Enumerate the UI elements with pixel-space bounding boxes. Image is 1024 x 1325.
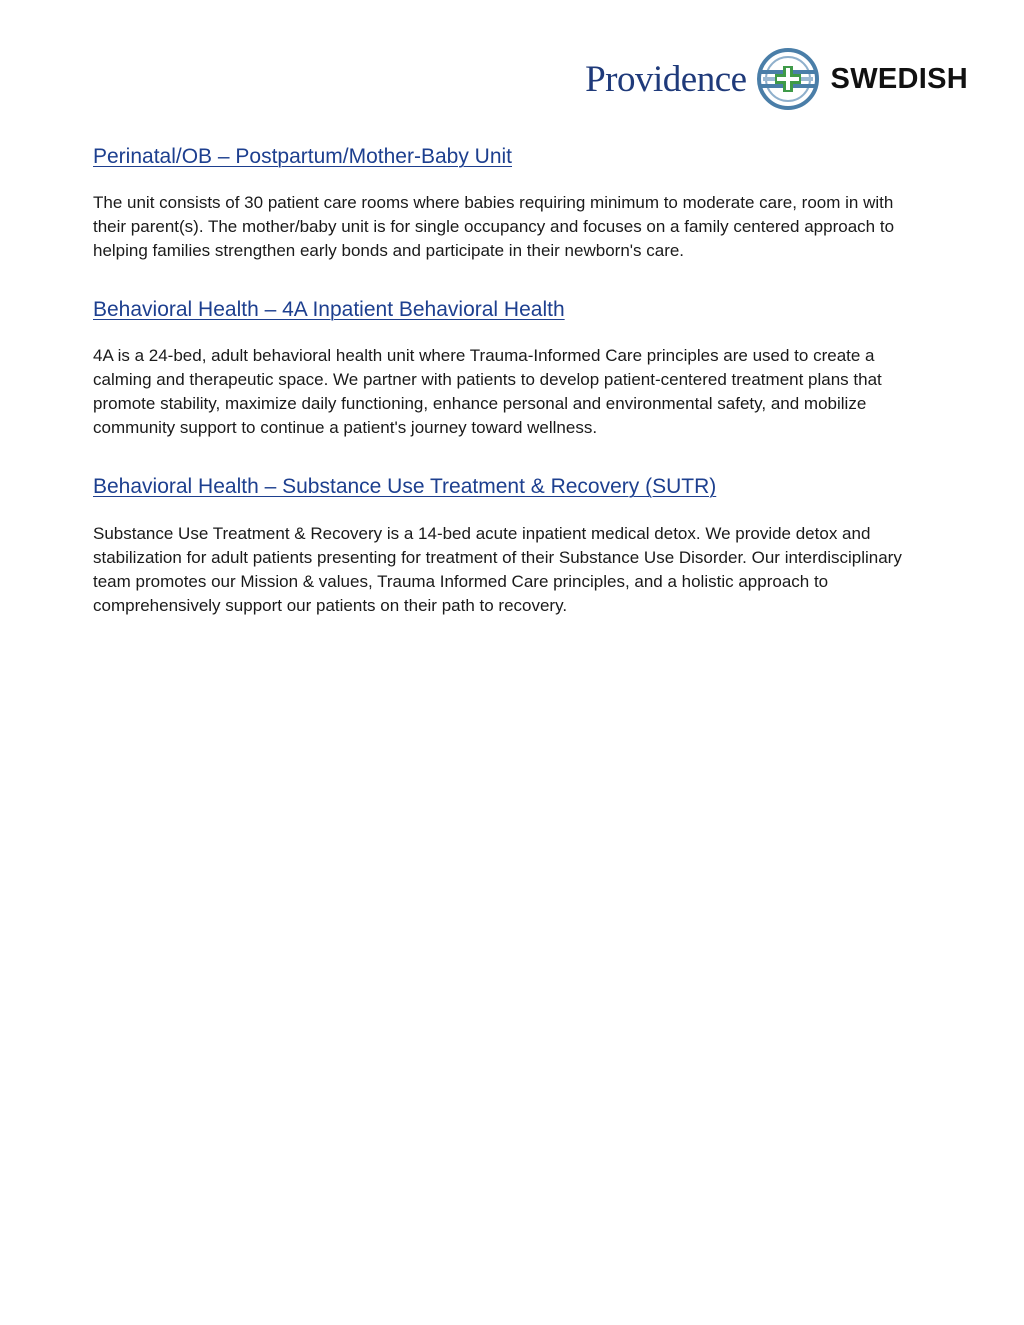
section-title: Behavioral Health – 4A Inpatient Behavioral Health: [93, 298, 565, 322]
logo-providence-wordmark: Providence: [585, 58, 747, 100]
section-perinatal: [93, 138, 923, 263]
section-body: Substance Use Treatment & Recovery is a 14-bed acute inpatient medical detox. We provide detox and stabilization for adult patients presenting for treatment of their Substance Use Disorder. Our interdisciplinary team promotes our Mission & values, Trauma Informed Care principles, and a holistic approach to comprehensively support our patients on their path to recovery.: [93, 523, 902, 615]
section-body: The unit consists of 30 patient care rooms where babies requiring minimum to moderate care, room in with their parent(s). The mother/baby unit is for single occupancy and focuses on a family centered approach to helping families strengthen early bonds and participate in their newborn's care.: [93, 193, 895, 261]
providence-swedish-logo: [585, 46, 968, 112]
section-behavioral-health-sutr: [93, 468, 923, 617]
section-title: Perinatal/OB – Postpartum/Mother-Baby Unit: [93, 145, 513, 168]
section-body: 4A is a 24-bed, adult behavioral health unit where Trauma-Informed Care principles are used to create a calming and therapeutic space. We partner with patients to develop patient-centered treatment plans that promote stability, maximize daily functioning, enhance personal and environmental safety, and mobilize community support to continue a patient's journey toward wellness.: [93, 346, 882, 438]
logo-swedish-wordmark: SWEDISH: [830, 62, 968, 95]
providence-swedish-seal-icon: [757, 48, 819, 110]
section-title: Behavioral Health – Substance Use Treatment & Recovery (SUTR): [93, 475, 717, 499]
document-body: [93, 138, 923, 646]
section-behavioral-health-4a: [93, 291, 923, 440]
